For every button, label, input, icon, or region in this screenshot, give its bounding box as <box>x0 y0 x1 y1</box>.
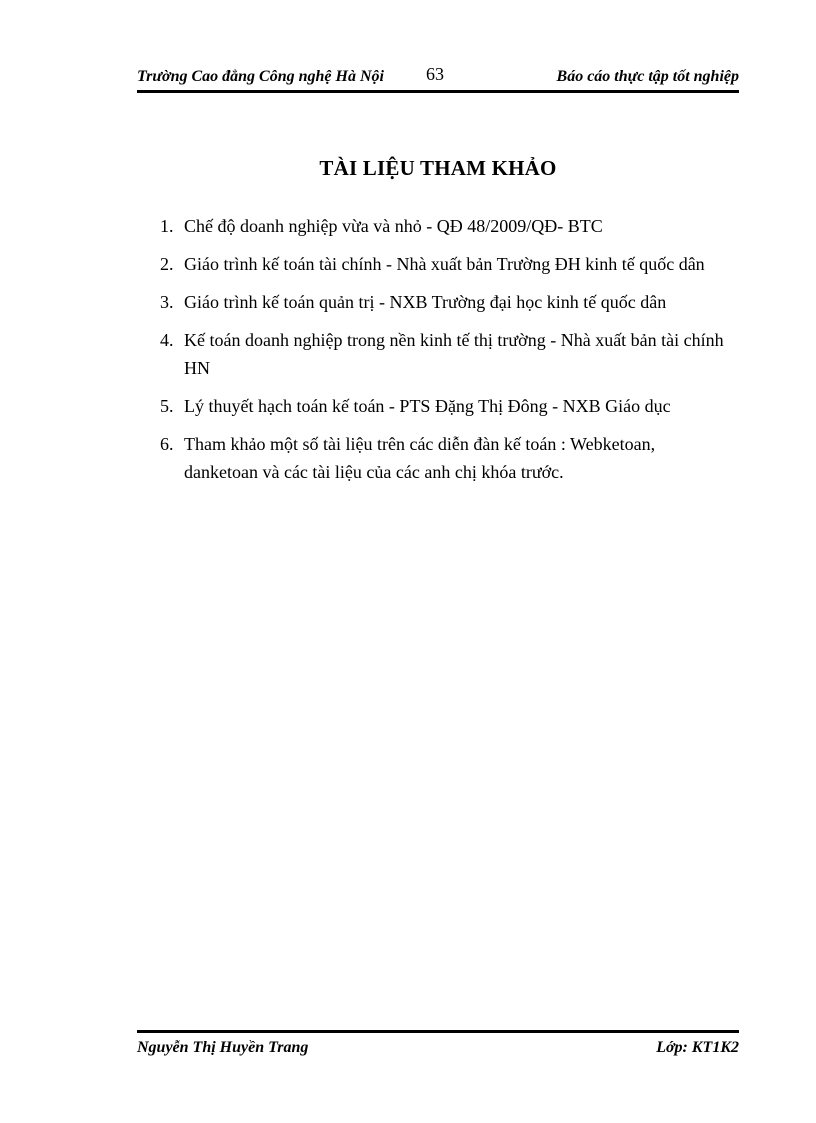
page-footer <box>137 1030 739 1063</box>
reference-number: 6. <box>160 434 174 454</box>
reference-text: Chế độ doanh nghiệp vừa và nhỏ - QĐ 48/2009/QĐ- BTC <box>184 216 603 236</box>
footer-author: Nguyễn Thị Huyền Trang <box>137 1039 309 1056</box>
reference-item <box>160 326 730 382</box>
header-report-title: Báo cáo thực tập tốt nghiệp <box>556 68 739 85</box>
reference-text: Giáo trình kế toán tài chính - Nhà xuất bản Trường ĐH kinh tế quốc dân <box>184 254 705 274</box>
reference-item <box>160 212 730 240</box>
reference-text: Lý thuyết hạch toán kế toán - PTS Đặng Thị Đông - NXB Giáo dục <box>184 396 671 416</box>
reference-item <box>160 250 730 278</box>
page-header <box>137 64 739 93</box>
reference-number: 4. <box>160 330 174 350</box>
reference-number: 3. <box>160 292 174 312</box>
reference-item <box>160 392 730 420</box>
reference-text: Tham khảo một số tài liệu trên các diễn đàn kế toán : Webketoan, danketoan và các tài liệu của các anh chị khóa trước. <box>184 434 656 482</box>
reference-item <box>160 288 730 316</box>
page-title: TÀI LIỆU THAM KHẢO <box>319 156 557 180</box>
reference-number: 2. <box>160 254 174 274</box>
header-school-name: Trường Cao đẳng Công nghệ Hà Nội <box>137 68 384 85</box>
footer-class: Lớp: KT1K2 <box>656 1039 739 1056</box>
reference-text: Kế toán doanh nghiệp trong nền kinh tế thị trường - Nhà xuất bản tài chính HN <box>184 330 724 378</box>
reference-list <box>160 212 730 496</box>
reference-text: Giáo trình kế toán quản trị - NXB Trường đại học kinh tế quốc dân <box>184 292 667 312</box>
page-number: 63 <box>426 64 444 84</box>
reference-number: 5. <box>160 396 174 416</box>
reference-number: 1. <box>160 216 174 236</box>
reference-item <box>160 430 730 486</box>
